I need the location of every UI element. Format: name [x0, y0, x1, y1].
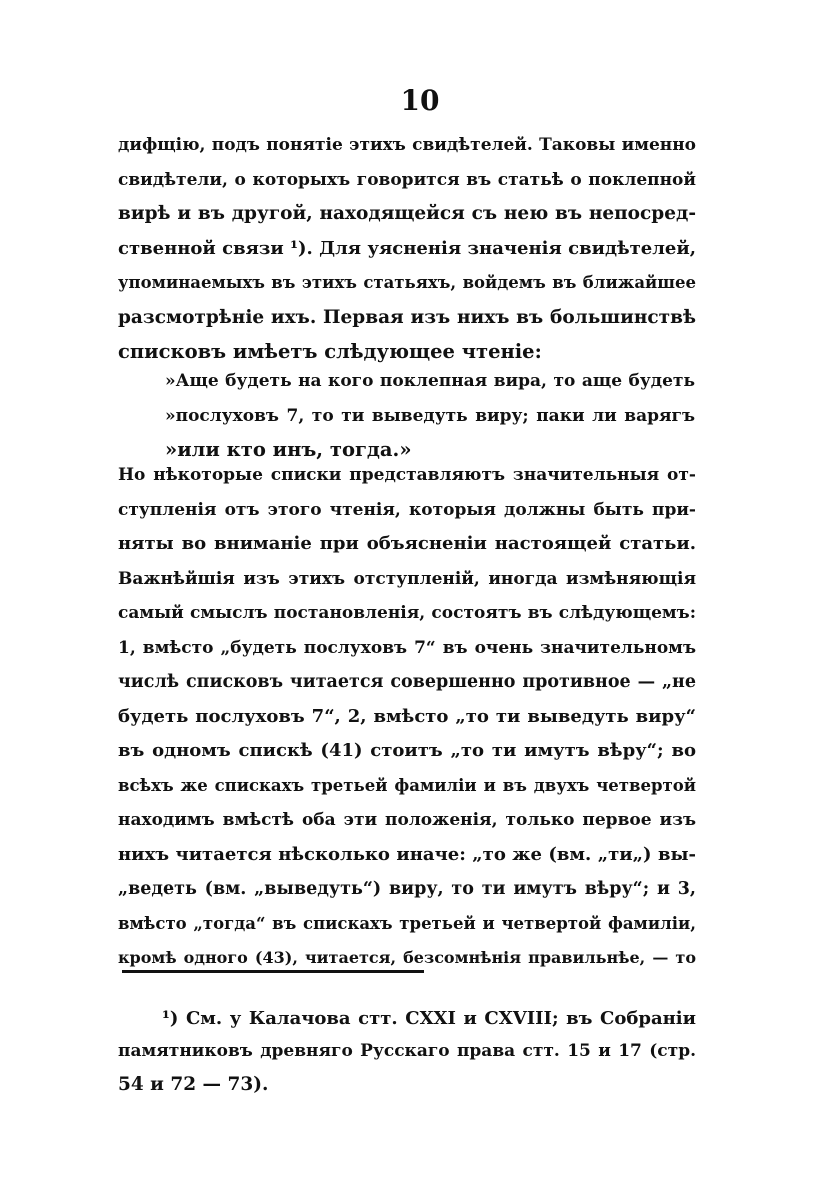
paragraph-2: [118, 458, 696, 976]
text-line: няты во вниманіе при объясненіи настоящей статьи.: [118, 533, 696, 554]
page-number: 10: [400, 84, 440, 117]
text-line: упоминаемыхъ въ этихъ статьяхъ, войдемъ въ ближайшее: [118, 273, 696, 292]
text-line: Но нѣкоторые списки представляютъ значительныя от-: [118, 465, 696, 485]
text-line: ственной связи ¹). Для уясненія значенія свидѣтелей,: [118, 237, 696, 259]
quote-line: »Аще будеть на кого поклепная вира, то аще будеть: [165, 371, 695, 391]
quotation: [165, 364, 695, 468]
text-line: свидѣтели, о которыхъ говорится въ статьѣ о поклепной: [118, 169, 696, 190]
text-line: всѣхъ же спискахъ третьей фамиліи и въ двухъ четвертой: [118, 775, 696, 795]
text-line: Важнѣйшія изъ этихъ отступленій, иногда измѣняющія: [118, 568, 696, 589]
text-line: нихъ читается нѣсколько иначе: „то же (вм. „ти„) вы-: [118, 843, 696, 865]
footnote-line: памятниковъ древняго Русскаго права стт. 15 и 17 (стр.: [118, 1041, 696, 1061]
text-line: „ведеть (вм. „выведуть“) виру, то ти имутъ вѣру“; и 3,: [118, 879, 696, 899]
paragraph-1: [118, 128, 696, 370]
text-line: кромѣ одного (43), читается, безсомнѣнія правильнѣе, — то: [118, 948, 696, 967]
footnote-divider: [122, 970, 424, 973]
text-line: самый смыслъ постановленія, состоятъ въ слѣдующемъ:: [118, 603, 696, 623]
text-line: вмѣсто „тогда“ въ спискахъ третьей и четвертой фамиліи,: [118, 913, 696, 933]
footnote-line: ¹) См. у Калачова стт. CXXI и CXVIII; въ Собраніи: [162, 1008, 696, 1029]
text-line: ступленія отъ этого чтенія, которыя должны быть при-: [118, 499, 696, 520]
quote-line: »или кто инъ, тогда.»: [165, 438, 412, 461]
footnote-line: 54 и 72 — 73).: [118, 1074, 269, 1095]
text-line: будеть послуховъ 7“, 2, вмѣсто „то ти выведуть виру“: [118, 705, 696, 727]
text-line: вирѣ и въ другой, находящейся съ нею въ непосред-: [118, 203, 696, 224]
text-line: дифщію, подъ понятіе этихъ свидѣтелей. Таковы именно: [118, 135, 696, 155]
text-line: 1, вмѣсто „будеть послуховъ 7“ въ очень значительномъ: [118, 637, 696, 658]
footnote: [118, 1002, 696, 1101]
quote-line: »послуховъ 7, то ти выведуть виру; паки ли варягъ: [165, 405, 695, 426]
text-line: разсмотрѣніе ихъ. Первая изъ нихъ въ большинствѣ: [118, 306, 696, 328]
text-line: списковъ имѣетъ слѣдующее чтеніе:: [118, 340, 542, 363]
text-line: числѣ списковъ читается совершенно противное — „не: [118, 672, 696, 692]
text-line: находимъ вмѣстѣ оба эти положенія, только первое изъ: [118, 810, 696, 830]
text-line: въ одномъ спискѣ (41) стоитъ „то ти имутъ вѣру“; во: [118, 740, 696, 761]
